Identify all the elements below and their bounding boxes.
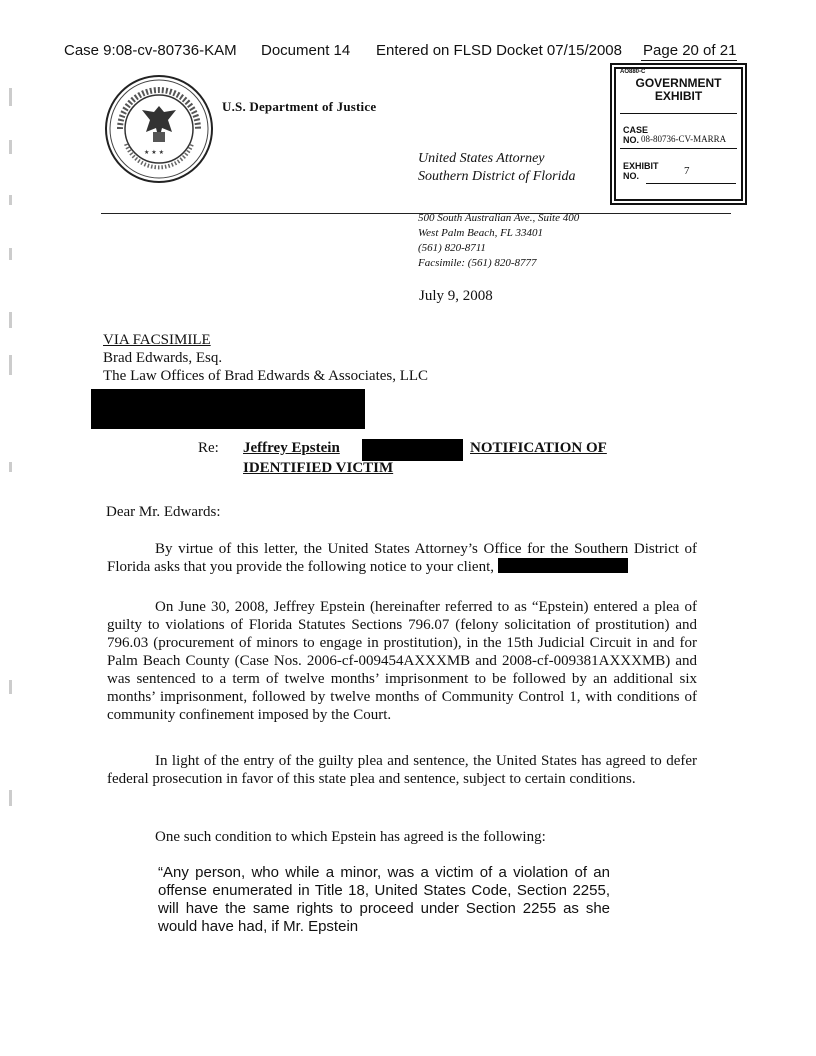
sticker-case-label: CASE xyxy=(623,125,649,135)
sticker-exhibit-label: EXHIBIT xyxy=(623,161,659,171)
re-name: Jeffrey Epstein xyxy=(243,440,340,456)
sticker-title-line-2: EXHIBIT xyxy=(654,89,703,103)
doj-seal-icon xyxy=(104,74,214,184)
address-fax: Facsimile: (561) 820-8777 xyxy=(418,257,537,269)
letterhead-rule xyxy=(101,213,731,214)
re-subject-part-2: IDENTIFIED VICTIM xyxy=(243,460,394,476)
paragraph-1 xyxy=(107,540,697,576)
sticker-exhibit-number: 7 xyxy=(684,165,690,177)
sticker-exhibit-underline xyxy=(646,183,736,184)
sticker-title xyxy=(616,77,741,103)
salutation: Dear Mr. Edwards: xyxy=(106,504,221,520)
docket-entry-header: Entered on FLSD Docket 07/15/2008 xyxy=(376,42,622,59)
sticker-title-line-1: GOVERNMENT xyxy=(635,76,722,90)
letter-date: July 9, 2008 xyxy=(419,288,493,304)
svg-text:★ ★ ★: ★ ★ ★ xyxy=(144,149,164,156)
case-number-header: Case 9:08-cv-80736-KAM xyxy=(64,42,237,59)
redaction-client-name xyxy=(498,558,628,573)
recipient-block xyxy=(103,331,428,385)
sticker-case-number: 08-80736-CV-MARRA xyxy=(641,134,727,144)
address-line-2: West Palm Beach, FL 33401 xyxy=(418,227,543,239)
recipient-firm: The Law Offices of Brad Edwards & Associates, LLC xyxy=(103,368,429,384)
sticker-divider xyxy=(620,113,737,114)
department-name: U.S. Department of Justice xyxy=(222,99,377,114)
paragraph-3: In light of the entry of the guilty plea and sentence, the United States has agreed to defer federal prosecution in favor of this state plea and sentence, subject to certain conditions. xyxy=(107,753,697,787)
government-exhibit-sticker xyxy=(614,67,743,201)
delivery-method: VIA FACSIMILE xyxy=(103,332,211,348)
sticker-no-label: NO. xyxy=(623,135,640,145)
sticker-divider-2 xyxy=(620,148,737,149)
page-underline xyxy=(641,60,737,61)
re-subject-part-1: NOTIFICATION OF xyxy=(470,440,607,456)
address-phone: (561) 820-8711 xyxy=(418,242,486,254)
office-name xyxy=(418,150,576,186)
address-line-1: 500 South Australian Ave., Suite 400 xyxy=(418,212,580,224)
redaction-re-line xyxy=(362,439,463,461)
recipient-name: Brad Edwards, Esq. xyxy=(103,350,223,366)
office-address xyxy=(418,211,579,271)
sticker-code: AO880-C xyxy=(620,69,646,75)
re-label: Re: xyxy=(198,440,219,456)
document-number-header: Document 14 xyxy=(261,42,351,59)
sticker-exhibit-no-label: NO. xyxy=(623,171,640,181)
page-number-header: Page 20 of 21 xyxy=(643,42,737,59)
paragraph-1-text: By virtue of this letter, the United States Attorney’s Office for the Southern District of Florida asks that you provide the following notice to your client, xyxy=(107,541,697,575)
redaction-address xyxy=(91,389,365,429)
paragraph-4: One such condition to which Epstein has agreed is the following: xyxy=(155,829,546,845)
quoted-condition: “Any person, who while a minor, was a victim of a violation of an offense enumerated in Title 18, United States Code, Section 2255, will have the same rights to proceed under Section 2255 as she would have had, if Mr. Epstein xyxy=(158,864,610,935)
office-line-1: United States Attorney xyxy=(418,151,545,166)
paragraph-2: On June 30, 2008, Jeffrey Epstein (hereinafter referred to as “Epstein) entered a plea of guilty to violations of Florida Statutes Sections 796.07 (felony solicitation of prostitution) and 796.03 (procurement of minors to engage in prostitution), in the 15th Judicial Circuit in and for Palm Beach County (Case Nos. 2006-cf-009454AXXXMB and 2008-cf-009381AXXXMB) and was sentenced to a term of twelve months’ imprisonment to be followed by an additional six months’ imprisonment, followed by twelve months of Community Control 1, with conditions of community confinement imposed by the Court. xyxy=(107,599,697,723)
office-line-2: Southern District of Florida xyxy=(418,169,576,184)
